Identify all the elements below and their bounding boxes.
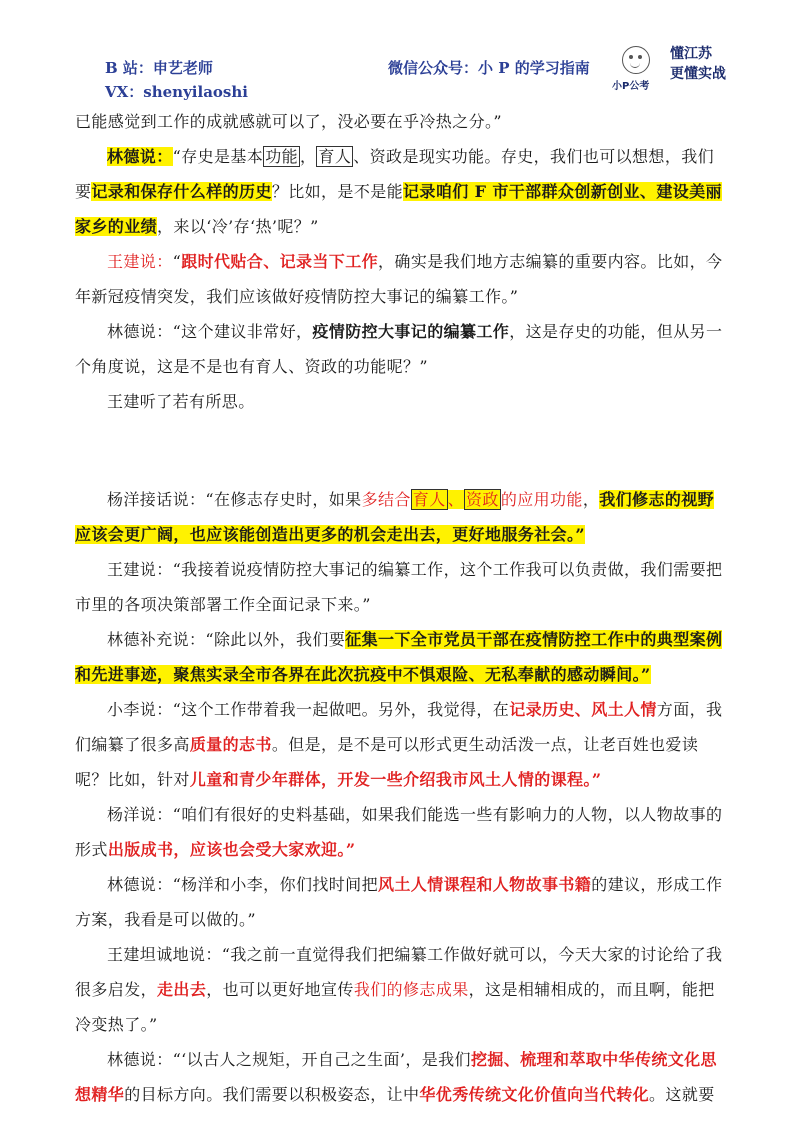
text: “	[172, 252, 182, 271]
red-emphasis: 多结合	[361, 490, 411, 509]
text: ，确实是我们地方志编纂的重要内容。比如，今年新冠疫情突发，我们应该做好疫情防控大事记的编纂工作。”	[75, 252, 723, 306]
text: 林德说：“杨洋和小李，你们找时间把	[107, 875, 378, 894]
logo-slogan	[670, 44, 726, 84]
paragraph-12	[75, 1042, 725, 1112]
text: ，这是存史的功能，但从另一个角度说，这是不是也有育人、资政的功能呢？”	[75, 322, 723, 376]
boxed-term: 资政	[466, 490, 499, 509]
red-emphasis: 出版成书，应该也会受大家欢迎。”	[107, 840, 356, 859]
text: 王建听了若有所思。	[107, 392, 255, 411]
paragraph-2	[75, 244, 725, 314]
red-emphasis: 儿童和青少年群体，开发一些介绍我市风土人情的课程。”	[189, 770, 602, 789]
text: 小李说：“这个工作带着我一起做吧。另外，我觉得，在	[107, 700, 510, 719]
text: ？比如，是不是能	[271, 182, 404, 201]
text: 杨洋说：“咱们有很好的史料基础，如果我们能选一些有影响力的人物，以人物故事的形式	[75, 805, 723, 859]
paragraph-0	[75, 104, 725, 139]
red-emphasis: 跟时代贴合、记录当下工作	[181, 252, 379, 271]
highlight: 记录和保存什么样的历史	[91, 182, 272, 201]
logo-slogan-line2: 更懂实战	[670, 66, 726, 82]
speaker-wangjian: 王建说：	[107, 252, 173, 271]
text: 林德说：“‘以古人之规矩，开自己之生面’，是我们	[107, 1050, 471, 1069]
paragraph-gap	[75, 419, 725, 482]
text: 的目标方向。我们需要以积极姿态，让中	[124, 1085, 420, 1104]
highlight: 我们修志的视野应该会更广阔，也应该能创造出更多的机会走出去，更好地服务社会。”	[75, 490, 715, 544]
boxed-term: 育人	[318, 147, 352, 166]
boxed-term: 育人	[412, 490, 446, 509]
paragraph-3	[75, 314, 725, 384]
speaker-linde: 林德说：	[107, 147, 173, 166]
header-left	[105, 56, 248, 104]
text: 王建说：“我接着说疫情防控大事记的编纂工作，这个工作我可以负责做，我们需要把市里的各项决策部署工作全面记录下来。”	[75, 560, 723, 614]
logo-slogan-line1: 懂江苏	[670, 46, 712, 62]
text: 王建坦诚地说：“我之前一直觉得我们把编纂工作做好就可以，今天大家的讨论给了我很多启发，	[75, 945, 723, 999]
brand-logo	[612, 44, 732, 94]
boxed-term: 功能	[265, 147, 299, 166]
text: 林德补充说：“除此以外，我们要	[107, 630, 346, 649]
logo-small-text: 小P公考	[612, 81, 650, 92]
highlight: 征集一下全市党员干部在疫情防控工作中的典型案例和先进事迹，聚焦实录全市各界在此次抗疫中不惧艰险、无私奉献的感动瞬间。”	[75, 630, 723, 684]
red-emphasis: 的应用功能	[500, 490, 583, 509]
vx-account: VX：shenyilaoshi	[105, 83, 248, 101]
text: ，	[582, 490, 600, 509]
cartoon-face-icon	[622, 46, 650, 74]
red-emphasis: 质量的志书	[189, 735, 272, 754]
text: 的建议，形成工作方案，我看是可以做的。”	[75, 875, 723, 929]
text: 已能感觉到工作的成就感就可以了，没必要在乎冷热之分。”	[75, 112, 502, 131]
red-emphasis: 、	[447, 490, 465, 509]
wechat-account: 微信公众号：小 P 的学习指南	[388, 59, 590, 77]
text: 杨洋接话说：“在修志存史时，如果	[107, 490, 362, 509]
text: ，	[300, 147, 317, 166]
bilibili-account: B 站：申艺老师	[105, 59, 213, 77]
text: “存史是基本	[172, 147, 264, 166]
red-emphasis: 华优秀传统文化价值向当代转化	[419, 1085, 650, 1104]
paragraph-11	[75, 937, 725, 1042]
document-body	[75, 104, 725, 1112]
red-emphasis: 风土人情课程和人物故事书籍	[377, 875, 592, 894]
red-emphasis: 我们的修志成果	[353, 980, 469, 999]
paragraph-5	[75, 482, 725, 552]
text: ，这是相辅相成的，而且啊，能把冷变热了。”	[75, 980, 715, 1034]
paragraph-6	[75, 552, 725, 622]
text: 、资政是现实功能。存史，我们也可以想想，我们要	[75, 147, 715, 201]
highlight: 记录咱们 F 市干部群众创新创业、建设美丽家乡的业绩	[75, 182, 722, 236]
paragraph-7	[75, 622, 725, 692]
red-emphasis: 走出去	[157, 980, 207, 999]
paragraph-8	[75, 692, 725, 797]
text: ，来以‘冷’存‘热’呢？”	[157, 217, 319, 236]
text: 。但是，是不是可以形式更生动活泼一点，让老百姓也爱读呢？比如，针对	[75, 735, 699, 789]
bold-emphasis: 疫情防控大事记的编纂工作	[312, 322, 510, 341]
paragraph-10	[75, 867, 725, 937]
text: 林德说：“这个建议非常好，	[107, 322, 313, 341]
paragraph-9	[75, 797, 725, 867]
paragraph-1	[75, 139, 725, 244]
text: 方面，我们编纂了很多高	[75, 700, 723, 754]
red-emphasis: 记录历史、风土人情	[509, 700, 657, 719]
red-emphasis: 挖掘、梳理和萃取中华传统文化思想精华	[75, 1050, 717, 1104]
text: 。这就要	[649, 1085, 715, 1104]
paragraph-4	[75, 384, 725, 419]
text: ，也可以更好地宣传	[206, 980, 354, 999]
